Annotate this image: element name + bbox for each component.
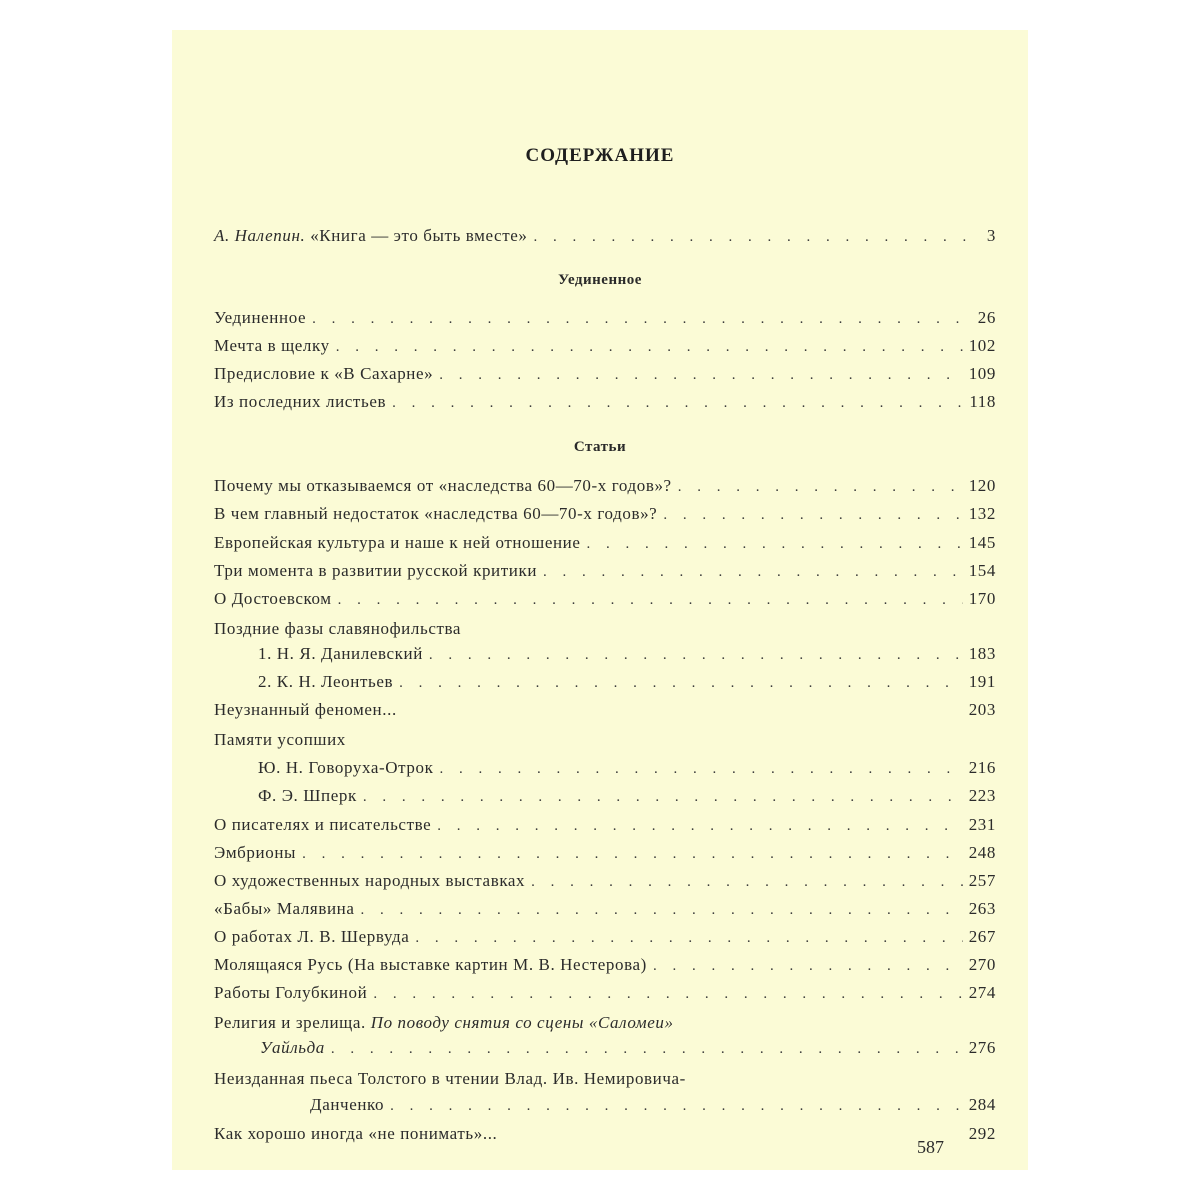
toc-group-heading: Памяти усопших	[214, 730, 346, 749]
page-number: 267	[968, 927, 996, 946]
intro-text: «Книга — это быть вместе»	[310, 226, 528, 245]
page-title: СОДЕРЖАНИЕ	[525, 145, 675, 166]
toc-entry: Мечта в щелку . . . 102	[214, 336, 996, 362]
page-number: 276	[968, 1038, 996, 1057]
page-number: 102	[968, 336, 996, 355]
page-number: 109	[968, 364, 996, 383]
toc-entry: Европейская культура и наше к ней отношение . . . 145	[214, 533, 996, 559]
page-number: 132	[968, 504, 996, 523]
page-number: 120	[968, 476, 996, 495]
page-number: 154	[968, 561, 996, 580]
page-number: 284	[968, 1095, 996, 1114]
toc-entry: Три момента в развитии русской критики . . . 154	[214, 561, 996, 587]
toc-entry: Как хорошо иногда «не понимать»... 292	[214, 1124, 996, 1143]
page-number: 263	[968, 899, 996, 918]
toc-group-heading: Поздние фазы славянофильства	[214, 619, 462, 638]
toc-entry: О Достоевском . . . 170	[214, 589, 996, 615]
page-number: 257	[968, 871, 996, 890]
toc-entry: 1. Н. Я. Данилевский . . . 183	[258, 644, 996, 670]
section-heading: Статьи	[573, 439, 627, 455]
page-number: 274	[968, 983, 996, 1002]
section-heading: Уединенное	[558, 272, 642, 288]
toc-entry: «Бабы» Малявина . . . 263	[214, 899, 996, 925]
page-number: 118	[969, 392, 996, 411]
toc-entry: О художественных народных выставках . . . 257	[214, 871, 996, 897]
page-number: 248	[968, 843, 996, 862]
page-number: 3	[986, 226, 996, 245]
toc-entry: Эмбрионы . . . 248	[214, 843, 996, 869]
toc-entry: В чем главный недостаток «наследства 60—70-х годов»? . . . 132	[214, 504, 996, 530]
folio-page-number: 587	[917, 1137, 944, 1157]
toc-entry: Неузнанный феномен... 203	[214, 700, 996, 719]
toc-entry: Почему мы отказываемся от «наследства 60—70-х годов»? . . . 120	[214, 476, 996, 502]
toc-entry: О писателях и писательстве . . . 231	[214, 815, 996, 841]
leader-dots	[533, 229, 980, 246]
toc-entry: Предисловие к «В Сахарне» . . . 109	[214, 364, 996, 390]
toc-entry: Данченко . . . 284	[310, 1095, 996, 1121]
intro-author: А. Налепин.	[214, 226, 306, 245]
toc-entry: Ф. Э. Шперк . . . 223	[258, 786, 996, 812]
page-number: 270	[968, 955, 996, 974]
page-number: 216	[968, 758, 996, 777]
toc-entry: О работах Л. В. Шервуда . . . 267	[214, 927, 996, 953]
book-page	[172, 30, 1028, 1170]
toc-entry: Ю. Н. Говоруха-Отрок . . . 216	[258, 758, 996, 784]
page-number: 203	[968, 700, 996, 719]
toc-entry: Уайльда . . . 276	[260, 1038, 996, 1064]
toc-entry-multiline: Неизданная пьеса Толстого в чтении Влад. Ив. Немировича-	[214, 1069, 686, 1088]
page-number: 145	[968, 533, 996, 552]
toc-entry-intro	[214, 226, 996, 252]
toc-entry: 2. К. Н. Леонтьев . . . 191	[258, 672, 996, 698]
page-number: 191	[968, 672, 996, 691]
toc-entry-multiline: Религия и зрелища. По поводу снятия со сцены «Саломеи»	[214, 1013, 674, 1032]
page-number: 26	[977, 308, 996, 327]
page-number: 292	[968, 1124, 996, 1143]
toc-entry: Работы Голубкиной . . . 274	[214, 983, 996, 1009]
toc-entry: Молящаяся Русь (На выставке картин М. В. Нестерова) . . . 270	[214, 955, 996, 981]
page-number: 231	[968, 815, 996, 834]
page-number: 170	[968, 589, 996, 608]
page-number: 223	[968, 786, 996, 805]
toc-entry: Из последних листьев . . . 118	[214, 392, 996, 418]
page-number: 183	[968, 644, 996, 663]
toc-entry: Уединенное . . . 26	[214, 308, 996, 334]
